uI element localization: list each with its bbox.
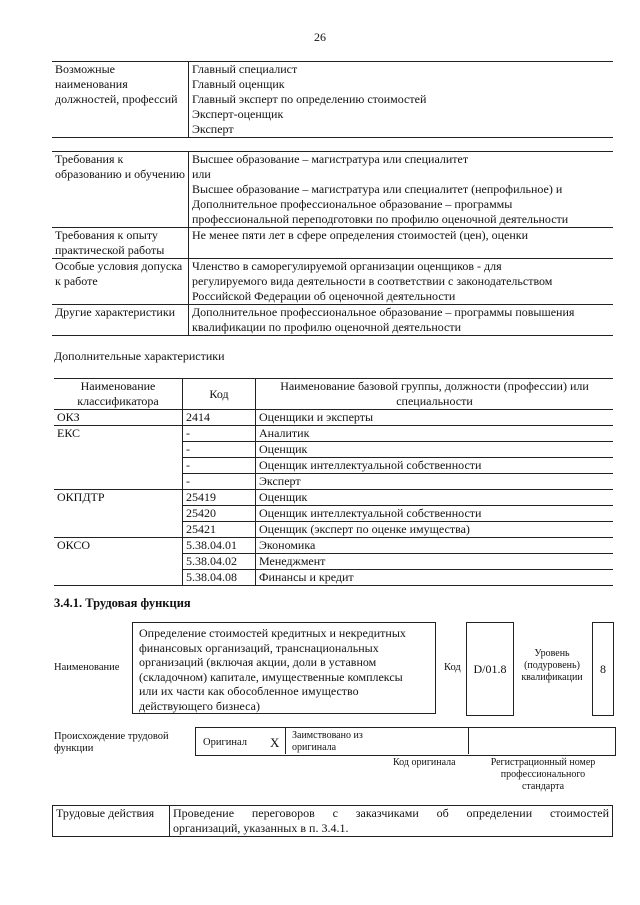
position-item: Главный оценщик — [192, 77, 285, 91]
table-row — [54, 410, 613, 426]
classifier-code: 2414 — [183, 410, 256, 426]
table-row — [52, 305, 613, 336]
function-name-line: (складочном) капитале, имущественные комплексы — [139, 669, 403, 684]
function-name-label: Наименование — [54, 662, 120, 673]
classifier-code: - — [183, 474, 256, 490]
function-name-line: финансовых организаций, транснациональных — [139, 640, 379, 655]
requirement-line: квалификации по профилю оценочной деятельности — [192, 320, 462, 334]
borrowed-line: Заимствовано из — [292, 730, 363, 741]
function-name-line: организаций (включая акции, доли в уставном — [139, 655, 377, 669]
position-item: Главный специалист — [192, 62, 298, 76]
function-code-label: Код — [444, 662, 461, 673]
requirement-line: Дополнительное профессиональное образование – программы — [192, 197, 513, 211]
table-row — [52, 259, 613, 305]
classifier-name: Оценщик интеллектуальной собственности — [256, 458, 614, 474]
requirement-line: Высшее образование – магистратура или специалитет — [192, 152, 469, 166]
classifier-code: 5.38.04.08 — [183, 570, 256, 586]
classifier-code: 25421 — [183, 522, 256, 538]
classifier-group: ОКПДТР — [54, 490, 183, 538]
origin-original-label: Оригинал — [203, 737, 247, 748]
reg-label-line: Регистрационный номер — [490, 757, 596, 768]
classifier-code: - — [183, 442, 256, 458]
requirement-line: Высшее образование – магистратура или специалитет (непрофильное) и — [192, 182, 563, 196]
classifier-name: Оценщики и эксперты — [256, 410, 614, 426]
table-row — [54, 490, 613, 506]
origin-reg-label — [472, 757, 614, 793]
requirement-label: Особые условия допуска к работе — [52, 259, 189, 305]
page-number: 26 — [314, 30, 326, 44]
classifier-name: Аналитик — [256, 426, 614, 442]
classifier-group: ЕКС — [54, 426, 183, 490]
classifier-name: Оценщик (эксперт по оценке имущества) — [256, 522, 614, 538]
origin-label — [54, 731, 169, 755]
requirement-line: Дополнительное профессиональное образование – программы повышения — [192, 305, 575, 319]
action-line: Проведение переговоров с заказчиками об определении стоимостей — [173, 806, 609, 820]
requirement-line: или — [192, 167, 211, 181]
table-row — [52, 152, 613, 228]
requirement-line: Членство в саморегулируемой организации оценщиков - для — [192, 259, 502, 273]
actions-table — [52, 805, 613, 837]
classifier-group: ОКСО — [54, 538, 183, 586]
function-name-line: действующего бизнеса) — [139, 698, 260, 713]
function-name-box — [132, 622, 436, 714]
origin-label-line: Происхождение трудовой — [54, 731, 169, 742]
classifier-name: Оценщик интеллектуальной собственности — [256, 506, 614, 522]
classifier-code: 25420 — [183, 506, 256, 522]
classifier-code: 5.38.04.02 — [183, 554, 256, 570]
requirement-line: Российской Федерации об оценочной деятельности — [192, 289, 456, 303]
classifier-name: Эксперт — [256, 474, 614, 490]
requirement-label: Требования к опыту практической работы — [52, 228, 189, 259]
classifier-name: Менеджмент — [256, 554, 614, 570]
table-row — [54, 426, 613, 442]
table-row — [54, 538, 613, 554]
classifier-table — [54, 378, 613, 586]
classifier-code: 5.38.04.01 — [183, 538, 256, 554]
origin-code-label: Код оригинала — [393, 757, 456, 768]
reg-label-line: стандарта — [521, 781, 565, 792]
requirement-line: регулируемого вида деятельности в соответствии с законодательством — [192, 274, 553, 288]
actions-label: Трудовые действия — [53, 806, 170, 837]
header-name: Наименование базовой группы, должности (профессии) или специальности — [256, 379, 614, 410]
classifier-name: Оценщик — [256, 490, 614, 506]
table-header-row — [54, 379, 613, 410]
positions-label: Возможные наименования должностей, профессий — [52, 62, 189, 138]
additional-title: Дополнительные характеристики — [54, 349, 225, 363]
borrowed-line: оригинала — [292, 742, 337, 753]
origin-label-line: функции — [54, 743, 94, 754]
function-level-value: 8 — [592, 622, 614, 716]
header-code: Код — [183, 379, 256, 410]
function-name-line: Определение стоимостей кредитных и некредитных — [139, 626, 406, 640]
position-item: Главный эксперт по определению стоимостей — [192, 92, 427, 106]
requirement-label: Требования к образованию и обучению — [52, 152, 189, 228]
table-row — [52, 228, 613, 259]
table-row — [53, 806, 613, 837]
header-classifier: Наименование классификатора — [54, 379, 183, 410]
level-label-line: (подуровень) — [524, 660, 580, 671]
classifier-code: 25419 — [183, 490, 256, 506]
positions-table — [52, 61, 613, 138]
level-label-line: Уровень — [534, 648, 570, 659]
requirement-label: Другие характеристики — [52, 305, 189, 336]
classifier-code: - — [183, 426, 256, 442]
function-heading: 3.4.1. Трудовая функция — [54, 596, 191, 610]
origin-mark: X — [270, 735, 280, 750]
function-level-label — [514, 648, 590, 684]
requirements-table — [52, 151, 613, 336]
origin-borrowed-label — [292, 730, 363, 754]
classifier-name: Оценщик — [256, 442, 614, 458]
function-name-line: или их части как обособленное имущество — [139, 684, 359, 698]
position-item: Эксперт — [192, 122, 234, 136]
requirement-line: Не менее пяти лет в сфере определения стоимостей (цен), оценки — [189, 228, 614, 259]
function-code-value: D/01.8 — [466, 622, 514, 716]
origin-box — [195, 727, 616, 756]
classifier-group: ОКЗ — [54, 410, 183, 426]
action-line: организаций, указанных в п. 3.4.1. — [173, 821, 349, 835]
classifier-name: Экономика — [256, 538, 614, 554]
level-label-line: квалификации — [521, 672, 583, 683]
requirement-line: профессиональной переподготовки по профилю оценочной деятельности — [192, 212, 569, 226]
reg-label-line: профессионального — [500, 769, 586, 780]
classifier-name: Финансы и кредит — [256, 570, 614, 586]
position-item: Эксперт-оценщик — [192, 107, 284, 121]
classifier-code: - — [183, 458, 256, 474]
